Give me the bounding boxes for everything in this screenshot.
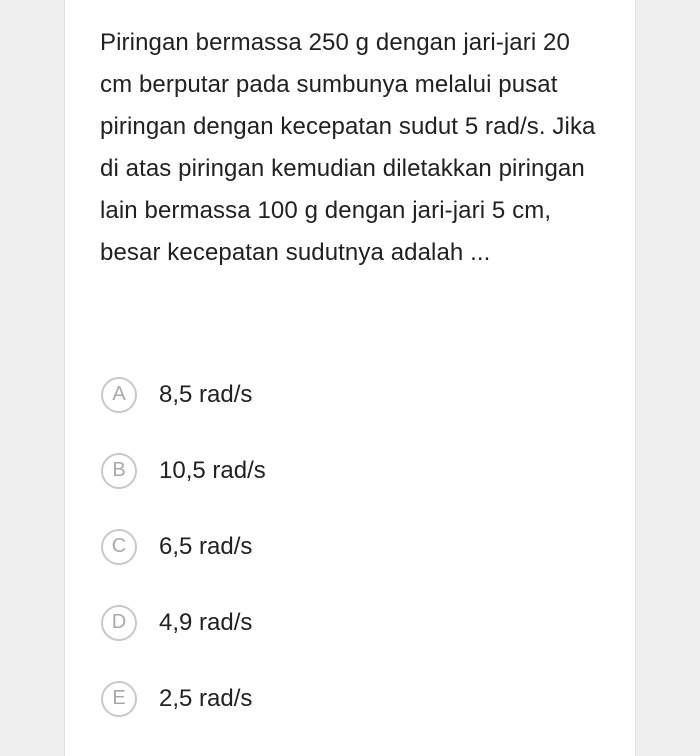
option-text-e: 2,5 rad/s xyxy=(159,684,253,712)
option-text-d: 4,9 rad/s xyxy=(159,608,253,636)
option-text-a: 8,5 rad/s xyxy=(159,380,253,408)
option-letter-c: C xyxy=(101,529,137,565)
question-text: Piringan bermassa 250 g dengan jari-jari 20 cm berputar pada sumbunya melalui pusat piringan dengan kecepatan sudut 5 rad/s. Jika di atas piringan kemudian diletakkan piringan lain bermassa 100 g dengan jari-jari 5 cm, besar kecepatan sudutnya adalah ... xyxy=(100,29,596,266)
option-letter-a: A xyxy=(101,377,137,413)
option-letter-d: D xyxy=(101,605,137,641)
option-text-c: 6,5 rad/s xyxy=(159,532,253,560)
option-e[interactable] xyxy=(101,679,581,718)
option-a[interactable] xyxy=(101,375,581,414)
option-letter-b: B xyxy=(101,453,137,489)
option-letter-e: E xyxy=(101,681,137,717)
question-card xyxy=(64,0,636,756)
answer-options xyxy=(101,375,581,755)
option-d[interactable] xyxy=(101,603,581,642)
option-text-b: 10,5 rad/s xyxy=(159,456,266,484)
option-c[interactable] xyxy=(101,527,581,566)
option-b[interactable] xyxy=(101,451,581,490)
